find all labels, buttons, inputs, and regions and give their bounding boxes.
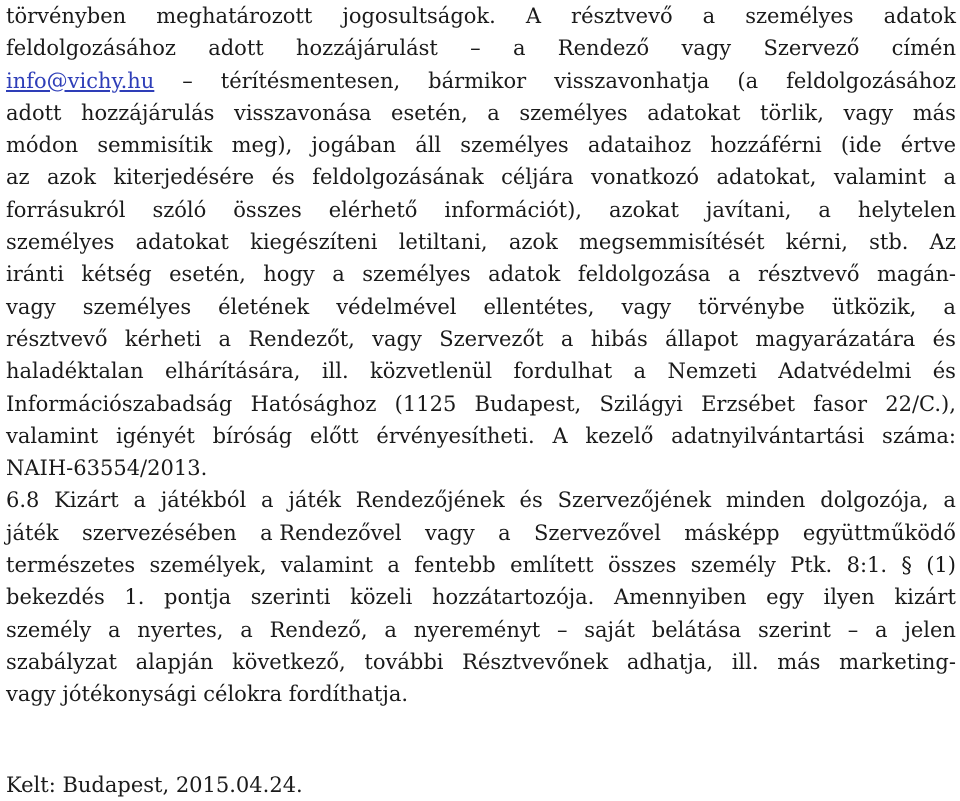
word: elérhető <box>328 197 418 222</box>
word: kérni, <box>785 230 848 255</box>
word: dolgozója, <box>820 488 929 513</box>
word: játékból <box>160 488 247 513</box>
word: a <box>387 553 400 578</box>
word: Rendezőjének <box>355 488 505 513</box>
word: Budapest, <box>474 391 582 416</box>
word: adataihoz <box>587 133 692 158</box>
text-line <box>6 420 956 452</box>
word: a <box>487 100 500 125</box>
word: hozzájárulás <box>81 100 215 125</box>
word: haladéktalan <box>6 359 144 384</box>
word: vagy <box>843 100 894 125</box>
word: 1. <box>124 585 145 610</box>
text-line <box>6 161 956 193</box>
word: nyertes, <box>137 617 224 642</box>
word: személy <box>690 553 776 578</box>
word: feldolgozásának <box>312 165 484 190</box>
word: hibás <box>590 326 648 351</box>
registration-number: NAIH-63554/2013. <box>6 456 208 481</box>
signature-date: Kelt: Budapest, 2015.04.24. <box>6 772 303 797</box>
word: helytelen <box>857 197 956 222</box>
word: esetén, <box>169 262 246 287</box>
word: a <box>875 617 888 642</box>
word: további <box>364 649 444 674</box>
word: Rendező <box>557 36 650 61</box>
text-line <box>6 517 956 549</box>
word: meg), <box>231 133 293 158</box>
word: száma: <box>882 423 956 448</box>
text-line <box>6 129 956 161</box>
word: visszavonhatja <box>554 68 710 93</box>
word: a <box>133 488 146 513</box>
text-line <box>6 614 956 646</box>
word: vagy <box>681 36 732 61</box>
word: § <box>901 553 912 578</box>
word: törvényben <box>6 4 127 28</box>
word: megsemmisítését <box>579 230 765 255</box>
word: Erzsébet <box>701 391 796 416</box>
word: résztvevő <box>6 326 108 351</box>
word: a <box>702 4 716 28</box>
word: Szervezővel <box>533 520 661 545</box>
word: ill. <box>321 359 349 384</box>
text-line <box>6 194 956 226</box>
word: közvetlenül <box>370 359 493 384</box>
word: kérheti <box>124 326 202 351</box>
word: Szilágyi <box>599 391 683 416</box>
word: bíróság <box>212 423 293 448</box>
word: hozzájárulást <box>296 36 438 61</box>
word: a <box>727 262 741 287</box>
word: adott <box>6 100 62 125</box>
word: bármikor <box>428 68 527 93</box>
word: elhárítására, <box>165 359 301 384</box>
word: fordulhat <box>513 359 613 384</box>
word: érvényesítheti. <box>376 423 535 448</box>
spacer <box>6 711 956 769</box>
word: szabályzat <box>6 649 117 674</box>
word: a <box>107 617 121 642</box>
word: említett <box>510 553 594 578</box>
word: összes <box>233 197 302 222</box>
email-link[interactable]: info@vichy.hu <box>6 68 155 93</box>
text-line <box>6 323 956 355</box>
text-line <box>6 32 956 64</box>
word: vagy <box>621 294 672 319</box>
text-line <box>6 97 956 129</box>
word: azok <box>47 165 96 190</box>
word: vagy <box>425 520 475 545</box>
word: valamint <box>280 553 374 578</box>
word: szerinti <box>250 585 331 610</box>
word: a <box>498 520 511 545</box>
text-line <box>6 388 956 420</box>
word: magyarázatára <box>755 326 916 351</box>
word: személyes <box>519 100 628 125</box>
word: hozzáférni <box>710 133 822 158</box>
word: A <box>525 4 542 28</box>
word: Szervező <box>763 36 860 61</box>
word: (1125 <box>394 391 457 416</box>
word: a <box>943 294 956 319</box>
word: kétség <box>81 262 152 287</box>
word: Amennyiben <box>613 585 747 610</box>
word: szerint <box>757 617 831 642</box>
word: más <box>777 649 821 674</box>
word: semmisítik <box>97 133 213 158</box>
word: másképp <box>684 520 780 545</box>
word: a <box>384 617 397 642</box>
word: kiterjedésére <box>113 165 255 190</box>
word: életének <box>218 294 310 319</box>
word: a <box>633 359 647 384</box>
word: vagy <box>6 294 56 319</box>
word: a <box>818 197 831 222</box>
word: adatok <box>488 262 561 287</box>
word: Ptk. <box>790 553 833 578</box>
word: – <box>556 617 568 642</box>
word: személyes <box>6 230 115 255</box>
word: bekezdés <box>6 585 105 610</box>
word: a <box>560 326 574 351</box>
word: közeli <box>350 585 413 610</box>
word: módon <box>6 133 79 158</box>
word: a <box>943 165 956 190</box>
word: minden <box>725 488 806 513</box>
word: azok <box>508 230 558 255</box>
word: vonatkozó <box>591 165 700 190</box>
text-line <box>6 484 956 516</box>
word: azokat <box>608 197 679 222</box>
word: jogában <box>311 133 397 158</box>
word: feldolgozásához <box>6 36 176 61</box>
word: törvénybe <box>698 294 805 319</box>
text-line <box>6 355 956 387</box>
document-page <box>6 0 956 801</box>
word: adatokat <box>135 230 229 255</box>
word: (1) <box>926 553 956 578</box>
word: szóló <box>152 197 207 222</box>
word: esetén, <box>391 100 468 125</box>
word: személyes <box>362 262 471 287</box>
word: más <box>912 100 956 125</box>
word: ellentétes, <box>483 294 595 319</box>
word: Szervezőjének <box>557 488 712 513</box>
text-line <box>6 226 956 258</box>
word: résztvevő <box>757 262 860 287</box>
word: letiltani, <box>398 230 488 255</box>
word: kiegészíteni <box>250 230 378 255</box>
text-line <box>6 549 956 581</box>
word: védelmével <box>336 294 457 319</box>
word: adatokat, <box>716 165 817 190</box>
word: A <box>552 423 568 448</box>
word: Résztvevőnek <box>462 649 609 674</box>
word: áll <box>415 133 442 158</box>
word: pontja <box>164 585 232 610</box>
word: Adatvédelmi <box>778 359 912 384</box>
word: adhatja, <box>626 649 714 674</box>
word: feldolgozása <box>577 262 711 287</box>
word: és <box>932 359 956 384</box>
word: játék <box>288 488 341 513</box>
word: következő, <box>232 649 346 674</box>
word: Az <box>929 230 956 255</box>
word: Rendező, <box>269 617 368 642</box>
word: és <box>271 165 295 190</box>
text-line <box>6 581 956 613</box>
word: személyek, <box>149 553 267 578</box>
word: Hatósághoz <box>250 391 377 416</box>
word: játék <box>6 520 59 545</box>
word: személyes <box>745 4 854 28</box>
word: adatok <box>883 4 956 28</box>
word: a Rendezővel <box>260 520 402 545</box>
word: (ide <box>840 133 882 158</box>
word: az <box>6 165 30 190</box>
word: igényét <box>115 423 195 448</box>
word: címén <box>891 36 956 61</box>
text-line-last: vagy jótékonysági célokra fordíthatja. <box>6 682 409 707</box>
word: céljára <box>501 165 574 190</box>
text-line <box>6 0 956 32</box>
word: Információszabadság <box>6 391 233 416</box>
word: a <box>512 36 526 61</box>
word: térítésmentesen, <box>220 68 401 93</box>
word: a <box>943 488 956 513</box>
word: iránti <box>6 262 64 287</box>
word: valamint <box>6 423 99 448</box>
word: és <box>519 488 543 513</box>
word: hozzátartozója. <box>432 585 595 610</box>
word: a <box>261 488 274 513</box>
word: alapján <box>135 649 214 674</box>
word: személy <box>6 617 92 642</box>
word: feldolgozásához <box>786 68 956 93</box>
word: értve <box>900 133 956 158</box>
word: jelen <box>904 617 956 642</box>
word: nyereményt <box>413 617 541 642</box>
word: 8:1. <box>846 553 888 578</box>
word: marketing- <box>839 649 956 674</box>
word: törlik, <box>760 100 824 125</box>
word: a <box>332 262 345 287</box>
word: adott <box>208 36 264 61</box>
word: együttműködő <box>802 520 956 545</box>
text-line <box>6 258 956 290</box>
word: és <box>932 326 956 351</box>
text-line <box>6 291 956 323</box>
word: vagy <box>372 326 422 351</box>
word: 6.8 <box>6 488 40 513</box>
word: magán- <box>876 262 956 287</box>
word: ill. <box>731 649 759 674</box>
word: fasor <box>813 391 868 416</box>
word: belátása <box>651 617 742 642</box>
word: kizárt <box>894 585 956 610</box>
word: meghatározott <box>156 4 313 28</box>
word: 22/C.), <box>885 391 956 416</box>
word: összes <box>607 553 677 578</box>
word: jogosultságok. <box>342 4 496 28</box>
word: természetes <box>6 553 136 578</box>
paragraph-privacy <box>6 0 956 484</box>
word: adatokat <box>647 100 741 125</box>
word: a <box>218 326 232 351</box>
word: – <box>470 36 481 61</box>
word: fentebb <box>414 553 496 578</box>
text-line <box>6 65 956 97</box>
word: a <box>240 617 253 642</box>
word: ilyen <box>823 585 875 610</box>
word: Nemzeti <box>667 359 757 384</box>
word: személyes <box>460 133 569 158</box>
word: személyes <box>82 294 192 319</box>
word: forrásukról <box>6 197 126 222</box>
paragraph-exclusion <box>6 484 956 710</box>
word: – <box>847 617 859 642</box>
word: Szervezőt <box>439 326 544 351</box>
word: saját <box>584 617 635 642</box>
word: Rendezőt, <box>248 326 355 351</box>
word: ütközik, <box>831 294 917 319</box>
word: adatnyilvántartási <box>671 423 865 448</box>
word: stb. <box>869 230 909 255</box>
word: Kizárt <box>54 488 119 513</box>
word: résztvevő <box>571 4 673 28</box>
word: információt), <box>444 197 582 222</box>
word: valamint <box>833 165 927 190</box>
word: szervezésében <box>82 520 237 545</box>
text-line <box>6 646 956 678</box>
word: előtt <box>309 423 359 448</box>
word: állapot <box>665 326 739 351</box>
word: (a <box>737 68 759 93</box>
word: visszavonása <box>233 100 372 125</box>
word: kezelő <box>585 423 654 448</box>
word: javítani, <box>705 197 792 222</box>
word: egy <box>766 585 804 610</box>
word: – <box>182 68 193 93</box>
word: hogy <box>263 262 315 287</box>
